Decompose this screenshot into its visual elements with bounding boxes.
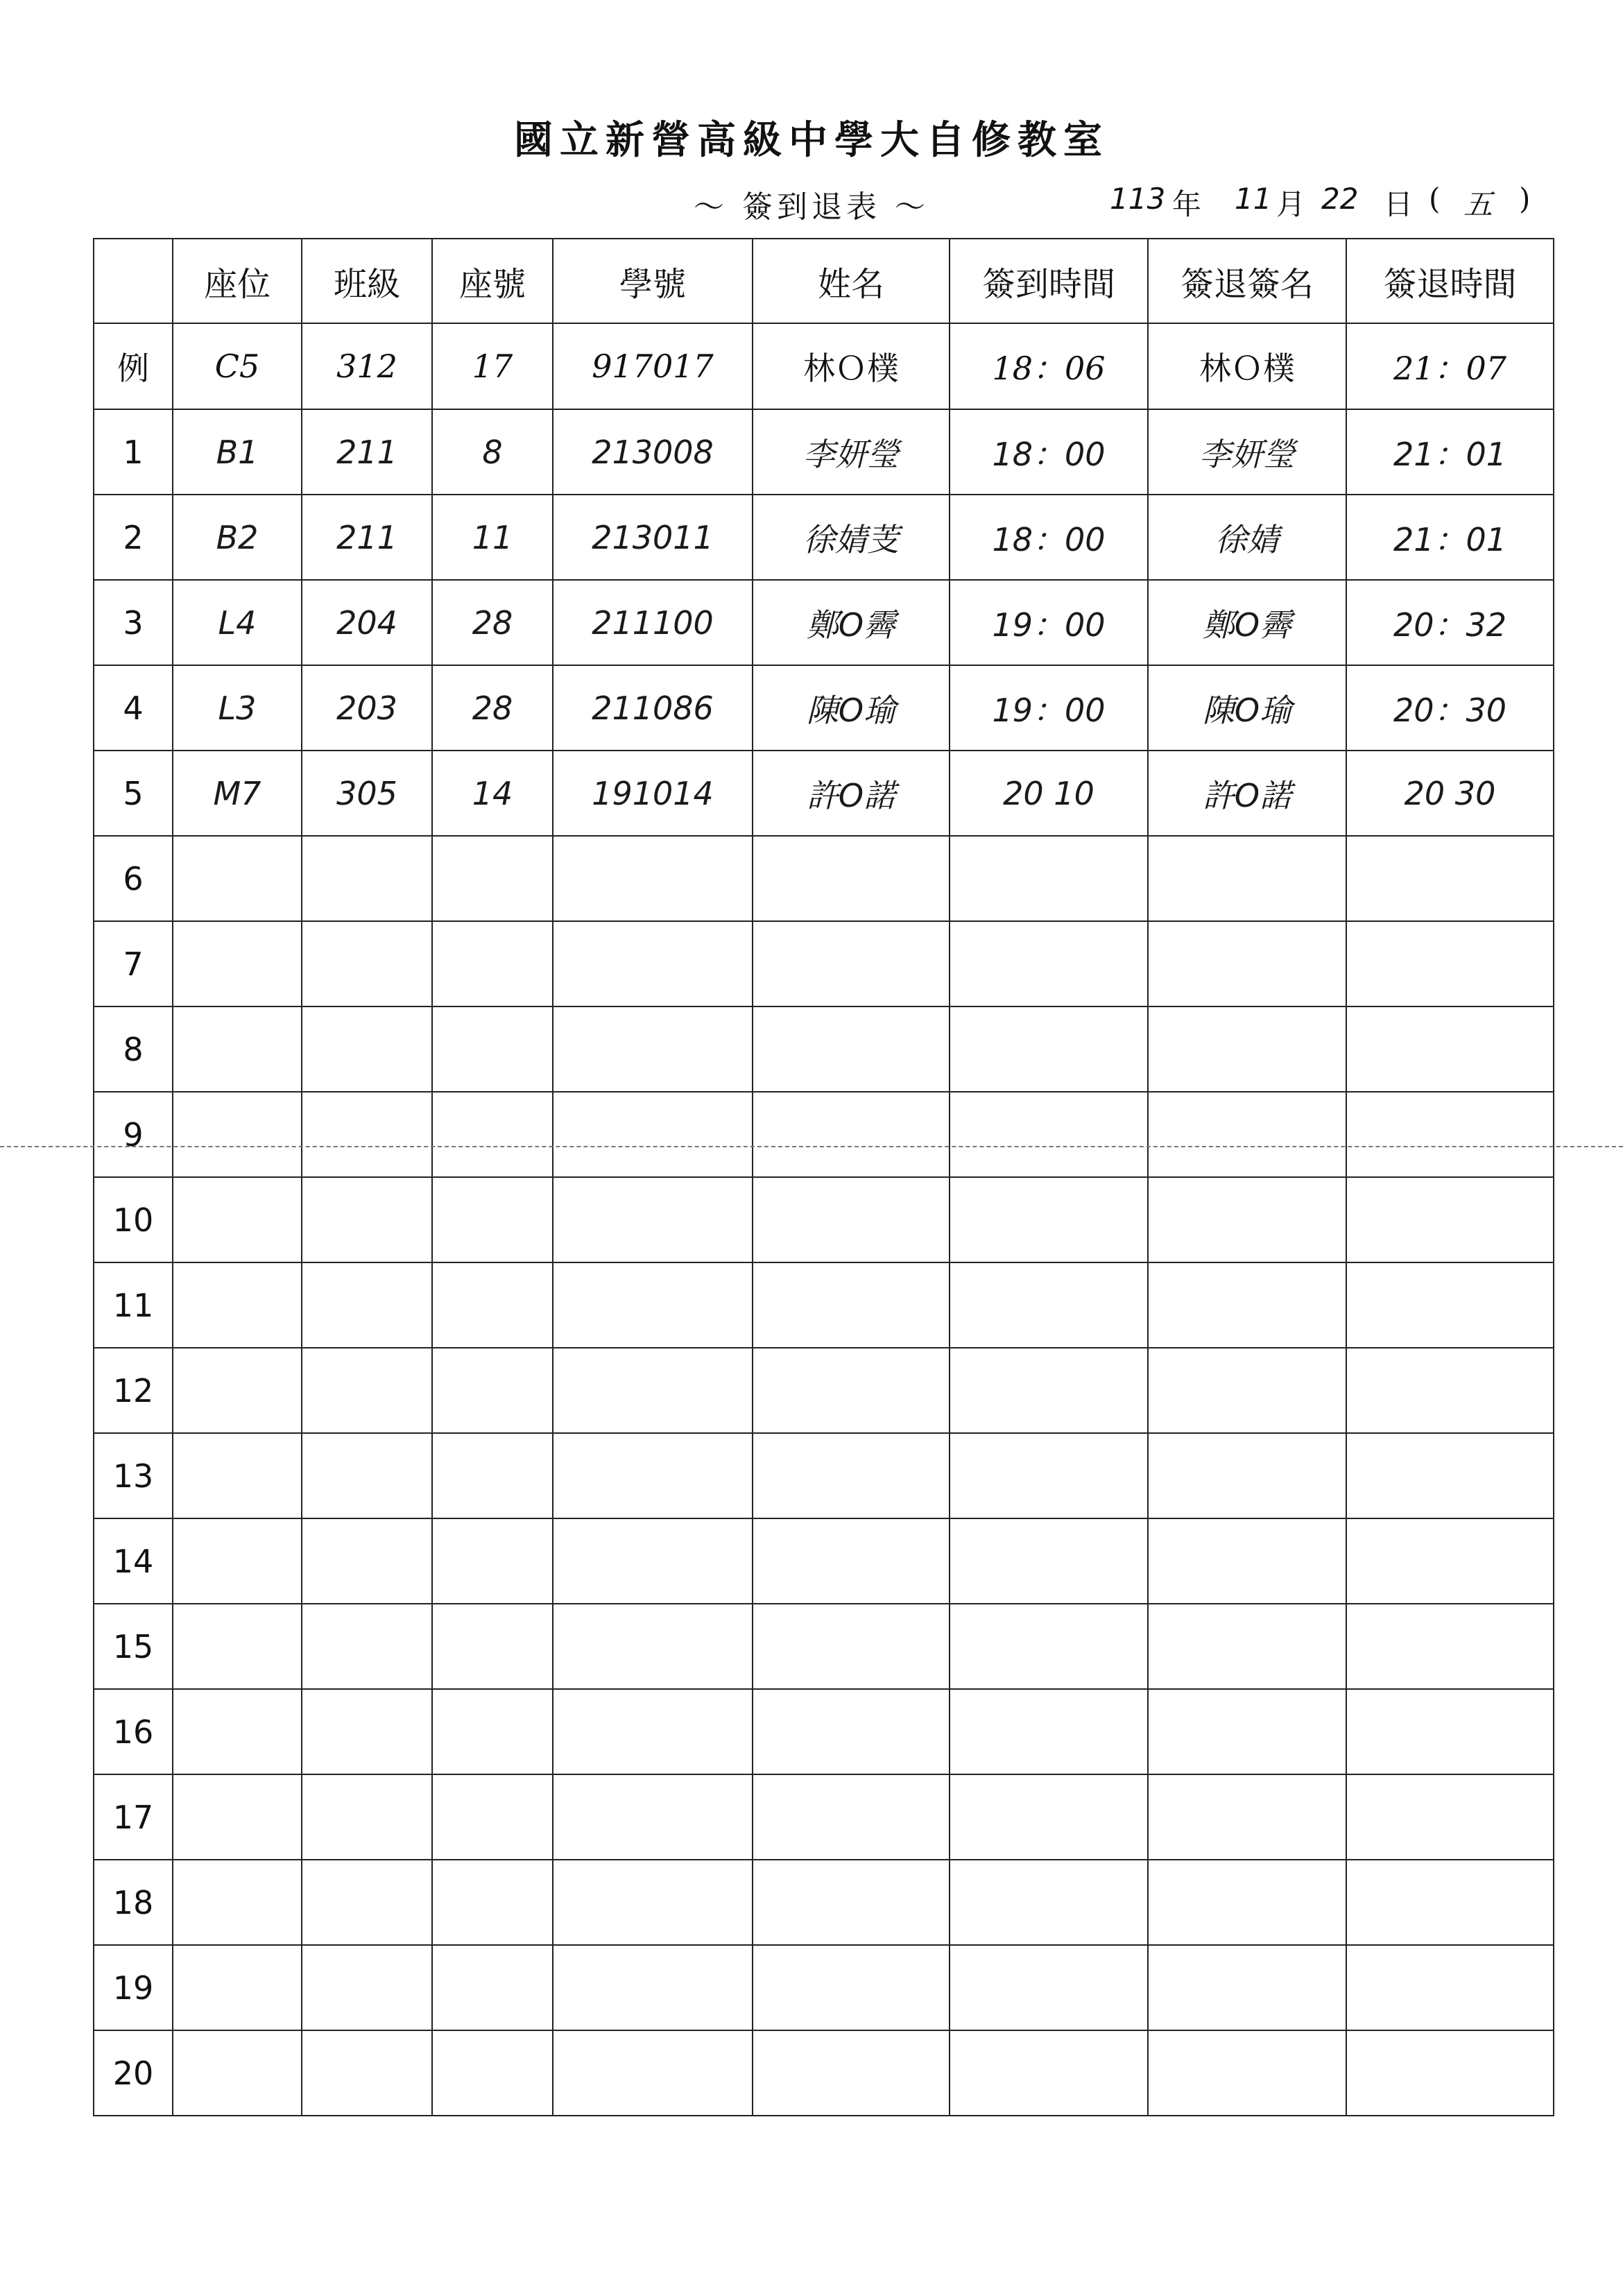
column-header-student-id: 學號 <box>553 239 753 323</box>
date-day-label: 日 <box>1384 187 1414 221</box>
cell-student-id <box>553 1860 753 1945</box>
cell-sign-in-time: 19：00 <box>950 580 1148 665</box>
row-number: 6 <box>94 836 173 921</box>
table-row <box>94 580 1554 665</box>
cell-seat-number <box>432 1262 553 1348</box>
cell-student-id <box>553 1518 753 1604</box>
date-weekday-open: ( <box>1429 182 1441 216</box>
cell-sign-in-time <box>950 1433 1148 1518</box>
cell-sign-in-time <box>950 1604 1148 1689</box>
cell-sign-out-time <box>1346 836 1554 921</box>
cell-seat <box>173 2030 302 2116</box>
cell-sign-in-time: 18：00 <box>950 409 1148 495</box>
cell-student-id: 211100 <box>553 580 753 665</box>
cell-student-id <box>553 1604 753 1689</box>
cell-student-id <box>553 921 753 1006</box>
cell-seat-number <box>432 921 553 1006</box>
cell-seat <box>173 1518 302 1604</box>
cell-name <box>753 1689 950 1774</box>
cell-sign-out-time <box>1346 1177 1554 1262</box>
cell-seat-number: 8 <box>432 409 553 495</box>
table-row <box>94 1518 1554 1604</box>
row-number: 14 <box>94 1518 173 1604</box>
example-cell-sign-in-time: 18：06 <box>950 323 1148 409</box>
example-cell-seat-number: 17 <box>432 323 553 409</box>
cell-sign-out-signature: 李妍瑩 <box>1148 409 1346 495</box>
cell-seat <box>173 1774 302 1860</box>
date-weekday: 五 <box>1463 187 1493 221</box>
cell-class: 211 <box>302 409 432 495</box>
cell-seat <box>173 1433 302 1518</box>
cell-seat: L4 <box>173 580 302 665</box>
cell-class <box>302 1689 432 1774</box>
cell-sign-out-signature <box>1148 1092 1346 1177</box>
cell-sign-out-time <box>1346 1689 1554 1774</box>
cell-seat <box>173 921 302 1006</box>
cell-sign-out-time <box>1346 1092 1554 1177</box>
cell-sign-out-signature <box>1148 1604 1346 1689</box>
cell-class <box>302 1945 432 2030</box>
cell-seat-number <box>432 836 553 921</box>
cell-sign-out-time <box>1346 1604 1554 1689</box>
cell-seat-number <box>432 1433 553 1518</box>
cell-class <box>302 1433 432 1518</box>
cell-student-id <box>553 2030 753 2116</box>
row-number: 20 <box>94 2030 173 2116</box>
date-weekday-close: ) <box>1519 182 1531 216</box>
cell-sign-out-signature <box>1148 1518 1346 1604</box>
cell-seat-number <box>432 1006 553 1092</box>
cell-sign-out-signature <box>1148 921 1346 1006</box>
cell-seat <box>173 1262 302 1348</box>
cell-sign-in-time <box>950 1774 1148 1860</box>
cell-seat <box>173 1177 302 1262</box>
row-number: 5 <box>94 751 173 836</box>
cell-sign-out-signature <box>1148 1177 1346 1262</box>
table-row <box>94 1177 1554 1262</box>
cell-sign-in-time <box>950 1860 1148 1945</box>
cell-seat <box>173 1092 302 1177</box>
cell-seat <box>173 1945 302 2030</box>
example-cell-row-index: 例 <box>94 323 173 409</box>
table-row <box>94 1945 1554 2030</box>
cell-sign-out-signature <box>1148 1006 1346 1092</box>
cell-seat-number <box>432 2030 553 2116</box>
row-number: 9 <box>94 1092 173 1177</box>
cell-seat: M7 <box>173 751 302 836</box>
cell-class: 204 <box>302 580 432 665</box>
cell-seat-number: 28 <box>432 665 553 751</box>
cell-name <box>753 1006 950 1092</box>
cell-seat-number: 14 <box>432 751 553 836</box>
cell-student-id <box>553 1006 753 1092</box>
table-row <box>94 836 1554 921</box>
cell-seat <box>173 1006 302 1092</box>
example-cell-student-id: 917017 <box>553 323 753 409</box>
cell-name: 鄭O霽 <box>753 580 950 665</box>
table-row <box>94 1262 1554 1348</box>
cell-sign-in-time <box>950 1262 1148 1348</box>
table-row <box>94 1092 1554 1177</box>
cell-seat <box>173 1860 302 1945</box>
cell-student-id <box>553 1689 753 1774</box>
cell-sign-out-signature <box>1148 836 1346 921</box>
cell-class <box>302 1348 432 1433</box>
cell-student-id <box>553 1774 753 1860</box>
cell-seat-number <box>432 1860 553 1945</box>
table-row <box>94 1860 1554 1945</box>
cell-name <box>753 1860 950 1945</box>
cell-name: 許O諾 <box>753 751 950 836</box>
row-number: 18 <box>94 1860 173 1945</box>
row-number: 11 <box>94 1262 173 1348</box>
example-cell-class: 312 <box>302 323 432 409</box>
column-header-sign-out-time: 簽退時間 <box>1346 239 1554 323</box>
cell-seat <box>173 836 302 921</box>
cell-sign-out-signature <box>1148 1945 1346 2030</box>
cell-student-id: 211086 <box>553 665 753 751</box>
date-month-label: 月 <box>1276 187 1306 221</box>
column-header-seat: 座位 <box>173 239 302 323</box>
cell-student-id <box>553 836 753 921</box>
cell-name <box>753 1518 950 1604</box>
cell-student-id: 213011 <box>553 495 753 580</box>
table-row <box>94 495 1554 580</box>
cell-sign-out-time <box>1346 1774 1554 1860</box>
date-year: 113 <box>1110 182 1166 216</box>
cell-student-id: 213008 <box>553 409 753 495</box>
row-number: 12 <box>94 1348 173 1433</box>
date-day: 22 <box>1321 182 1359 216</box>
cell-seat <box>173 1604 302 1689</box>
cell-name <box>753 1774 950 1860</box>
cell-name <box>753 1348 950 1433</box>
cell-class <box>302 1262 432 1348</box>
cell-class <box>302 1006 432 1092</box>
cell-class <box>302 1177 432 1262</box>
column-header-name: 姓名 <box>753 239 950 323</box>
cell-sign-in-time <box>950 1348 1148 1433</box>
cell-student-id <box>553 1262 753 1348</box>
column-header-row-index <box>94 239 173 323</box>
table-row <box>94 409 1554 495</box>
cell-sign-out-time <box>1346 1006 1554 1092</box>
date-year-label: 年 <box>1172 187 1202 221</box>
cell-class <box>302 836 432 921</box>
cell-sign-out-time <box>1346 1348 1554 1433</box>
table-row <box>94 1006 1554 1092</box>
form-subtitle: ～ 簽到退表 ～ <box>694 189 929 225</box>
cell-student-id: 191014 <box>553 751 753 836</box>
cell-sign-in-time: 20 10 <box>950 751 1148 836</box>
page-title: 國立新營高級中學大自修教室 <box>514 117 1109 163</box>
cell-seat-number <box>432 1348 553 1433</box>
cell-class: 203 <box>302 665 432 751</box>
cell-sign-out-time: 21：01 <box>1346 495 1554 580</box>
table-row <box>94 921 1554 1006</box>
cell-sign-in-time <box>950 1689 1148 1774</box>
cell-class <box>302 1604 432 1689</box>
cell-name <box>753 1604 950 1689</box>
row-number: 19 <box>94 1945 173 2030</box>
cell-sign-out-time <box>1346 1518 1554 1604</box>
cell-sign-out-time <box>1346 921 1554 1006</box>
sign-in-out-table <box>93 238 1554 2116</box>
cell-sign-in-time <box>950 1092 1148 1177</box>
column-header-sign-out-signature: 簽退簽名 <box>1148 239 1346 323</box>
table-row <box>94 2030 1554 2116</box>
cell-name <box>753 836 950 921</box>
scan-artifact-line <box>0 1146 1623 1147</box>
row-number: 7 <box>94 921 173 1006</box>
table-row <box>94 1689 1554 1774</box>
row-number: 4 <box>94 665 173 751</box>
cell-name <box>753 1945 950 2030</box>
cell-seat-number <box>432 1092 553 1177</box>
cell-name <box>753 2030 950 2116</box>
table-row <box>94 1348 1554 1433</box>
table-row <box>94 1774 1554 1860</box>
cell-student-id <box>553 1177 753 1262</box>
cell-class: 211 <box>302 495 432 580</box>
cell-sign-in-time <box>950 921 1148 1006</box>
cell-name: 徐婧芰 <box>753 495 950 580</box>
table-row <box>94 751 1554 836</box>
cell-student-id <box>553 1348 753 1433</box>
cell-sign-out-time <box>1346 1945 1554 2030</box>
table-row <box>94 665 1554 751</box>
cell-class <box>302 1774 432 1860</box>
cell-seat-number <box>432 1177 553 1262</box>
cell-sign-in-time <box>950 2030 1148 2116</box>
cell-sign-in-time: 18：00 <box>950 495 1148 580</box>
cell-sign-out-time <box>1346 1262 1554 1348</box>
cell-seat-number <box>432 1945 553 2030</box>
cell-seat-number <box>432 1774 553 1860</box>
cell-name <box>753 921 950 1006</box>
column-header-class: 班級 <box>302 239 432 323</box>
example-cell-name: 林Ｏ樸 <box>753 323 950 409</box>
row-number: 16 <box>94 1689 173 1774</box>
cell-name: 李妍瑩 <box>753 409 950 495</box>
cell-class <box>302 2030 432 2116</box>
cell-sign-out-signature: 陳O瑜 <box>1148 665 1346 751</box>
column-header-seat-number: 座號 <box>432 239 553 323</box>
row-number: 17 <box>94 1774 173 1860</box>
cell-sign-out-time: 21：01 <box>1346 409 1554 495</box>
cell-student-id <box>553 1092 753 1177</box>
cell-sign-in-time <box>950 1177 1148 1262</box>
cell-sign-out-signature <box>1148 1262 1346 1348</box>
cell-class <box>302 1518 432 1604</box>
cell-seat: B1 <box>173 409 302 495</box>
cell-sign-in-time <box>950 1518 1148 1604</box>
cell-seat-number <box>432 1689 553 1774</box>
cell-class <box>302 921 432 1006</box>
cell-name: 陳O瑜 <box>753 665 950 751</box>
cell-seat-number: 11 <box>432 495 553 580</box>
cell-sign-out-signature <box>1148 1860 1346 1945</box>
cell-sign-out-time <box>1346 2030 1554 2116</box>
cell-sign-in-time: 19：00 <box>950 665 1148 751</box>
cell-class <box>302 1092 432 1177</box>
cell-seat-number <box>432 1518 553 1604</box>
cell-seat <box>173 1348 302 1433</box>
cell-seat-number: 28 <box>432 580 553 665</box>
cell-name <box>753 1177 950 1262</box>
cell-student-id <box>553 1433 753 1518</box>
row-number: 10 <box>94 1177 173 1262</box>
cell-name <box>753 1262 950 1348</box>
example-cell-seat: C5 <box>173 323 302 409</box>
row-number: 1 <box>94 409 173 495</box>
cell-sign-out-signature: 鄭O霽 <box>1148 580 1346 665</box>
row-number: 15 <box>94 1604 173 1689</box>
cell-seat <box>173 1689 302 1774</box>
cell-sign-out-time <box>1346 1860 1554 1945</box>
cell-name <box>753 1092 950 1177</box>
example-cell-sign-out-signature: 林Ｏ樸 <box>1148 323 1346 409</box>
date-month: 11 <box>1235 182 1272 216</box>
cell-sign-out-time: 20：32 <box>1346 580 1554 665</box>
row-number: 2 <box>94 495 173 580</box>
cell-sign-out-time <box>1346 1433 1554 1518</box>
cell-seat: L3 <box>173 665 302 751</box>
cell-class <box>302 1860 432 1945</box>
cell-sign-in-time <box>950 1945 1148 2030</box>
cell-sign-out-signature: 許O諾 <box>1148 751 1346 836</box>
table-row <box>94 1433 1554 1518</box>
cell-student-id <box>553 1945 753 2030</box>
example-row <box>94 323 1554 409</box>
cell-sign-out-signature <box>1148 1433 1346 1518</box>
cell-name <box>753 1433 950 1518</box>
cell-seat: B2 <box>173 495 302 580</box>
cell-sign-out-signature: 徐婧 <box>1148 495 1346 580</box>
cell-sign-out-signature <box>1148 1348 1346 1433</box>
cell-sign-out-time: 20 30 <box>1346 751 1554 836</box>
cell-sign-in-time <box>950 1006 1148 1092</box>
cell-sign-out-time: 20：30 <box>1346 665 1554 751</box>
row-number: 3 <box>94 580 173 665</box>
cell-sign-out-signature <box>1148 1774 1346 1860</box>
row-number: 8 <box>94 1006 173 1092</box>
table-row <box>94 1604 1554 1689</box>
row-number: 13 <box>94 1433 173 1518</box>
cell-sign-in-time <box>950 836 1148 921</box>
cell-class: 305 <box>302 751 432 836</box>
column-header-sign-in-time: 簽到時間 <box>950 239 1148 323</box>
cell-seat-number <box>432 1604 553 1689</box>
table-header-row <box>94 239 1554 323</box>
example-cell-sign-out-time: 21：07 <box>1346 323 1554 409</box>
cell-sign-out-signature <box>1148 2030 1346 2116</box>
cell-sign-out-signature <box>1148 1689 1346 1774</box>
